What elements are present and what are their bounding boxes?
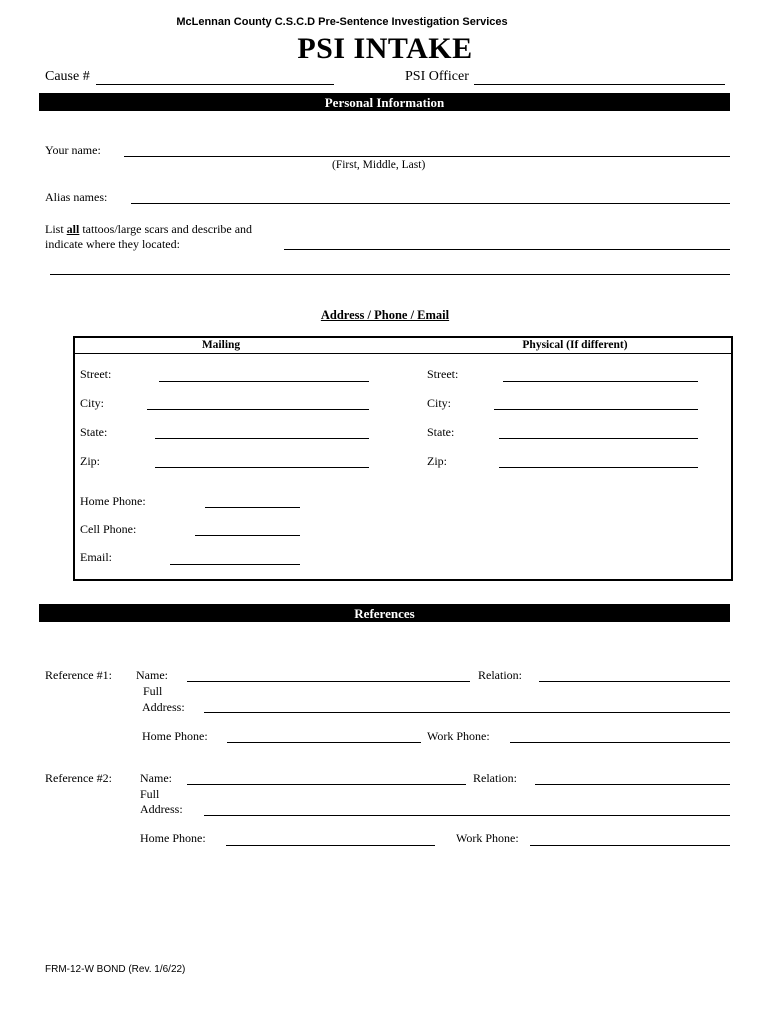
- reference-1-label: Reference #1:: [45, 668, 112, 682]
- physical-city-field[interactable]: [494, 409, 698, 410]
- mailing-street-label: Street:: [80, 367, 112, 381]
- psi-officer-label: PSI Officer: [405, 69, 469, 84]
- alias-names-field[interactable]: [131, 203, 730, 204]
- reference-1-home-phone-field[interactable]: [227, 742, 421, 743]
- reference-1-name-label: Name:: [136, 668, 168, 682]
- tattoo-label-rest: tattoos/large scars and describe and: [79, 222, 253, 236]
- cause-label: Cause #: [45, 69, 90, 84]
- physical-state-field[interactable]: [499, 438, 698, 439]
- reference-1-home-phone-label: Home Phone:: [142, 729, 208, 743]
- reference-2-label: Reference #2:: [45, 771, 112, 785]
- reference-1-relation-field[interactable]: [539, 681, 730, 682]
- mailing-header: Mailing: [201, 339, 241, 351]
- reference-2-address-field[interactable]: [204, 815, 730, 816]
- reference-2-work-phone-field[interactable]: [530, 845, 730, 846]
- reference-2-home-phone-field[interactable]: [226, 845, 435, 846]
- physical-city-label: City:: [427, 396, 452, 410]
- mailing-zip-field[interactable]: [155, 467, 369, 468]
- reference-1-name-field[interactable]: [187, 681, 470, 682]
- alias-names-label: Alias names:: [45, 190, 108, 204]
- email-label: Email:: [80, 550, 112, 564]
- reference-2-relation-field[interactable]: [535, 784, 730, 785]
- physical-header: Physical (If different): [522, 339, 628, 351]
- reference-2-name-label: Name:: [140, 771, 172, 785]
- reference-2-work-phone-label: Work Phone:: [456, 831, 519, 845]
- reference-1-work-phone-field[interactable]: [510, 742, 730, 743]
- name-hint: (First, Middle, Last): [332, 159, 426, 171]
- references-title: References: [354, 606, 415, 621]
- reference-2-home-phone-label: Home Phone:: [140, 831, 206, 845]
- your-name-field[interactable]: [124, 156, 730, 157]
- psi-officer-field[interactable]: [474, 84, 725, 85]
- address-box: [73, 336, 733, 581]
- reference-2-full-label: Full: [140, 787, 160, 801]
- physical-street-label: Street:: [427, 367, 459, 381]
- reference-1-relation-label: Relation:: [478, 668, 522, 682]
- physical-street-field[interactable]: [503, 381, 698, 382]
- page-title: PSI INTAKE: [297, 32, 473, 65]
- tattoo-field-2[interactable]: [50, 274, 730, 275]
- mailing-state-field[interactable]: [155, 438, 369, 439]
- cell-phone-field[interactable]: [195, 535, 300, 536]
- mailing-city-field[interactable]: [147, 409, 369, 410]
- reference-1-address-field[interactable]: [204, 712, 730, 713]
- references-bar: [39, 604, 730, 622]
- tattoo-label-prefix: List: [45, 222, 67, 236]
- tattoo-field-1[interactable]: [284, 249, 730, 250]
- reference-1-full-label: Full: [143, 684, 163, 698]
- mailing-street-field[interactable]: [159, 381, 369, 382]
- mailing-state-label: State:: [80, 425, 108, 439]
- mailing-city-label: City:: [80, 396, 105, 410]
- reference-1-address-label: Address:: [142, 700, 185, 714]
- mailing-zip-label: Zip:: [80, 454, 100, 468]
- form-id: FRM-12-W BOND (Rev. 1/6/22): [45, 964, 186, 975]
- reference-2-relation-label: Relation:: [473, 771, 517, 785]
- tattoo-label-emphasis: all: [66, 222, 80, 236]
- physical-zip-field[interactable]: [499, 467, 698, 468]
- reference-2-name-field[interactable]: [187, 784, 466, 785]
- org-name: McLennan County C.S.C.D Pre-Sentence Investigation Services: [176, 16, 508, 28]
- tattoo-label-line2: indicate where they located:: [45, 237, 180, 251]
- email-field[interactable]: [170, 564, 300, 565]
- home-phone-field[interactable]: [205, 507, 300, 508]
- your-name-label: Your name:: [45, 143, 101, 157]
- address-section-title: Address / Phone / Email: [320, 308, 450, 322]
- physical-zip-label: Zip:: [427, 454, 447, 468]
- personal-information-bar: [39, 93, 730, 111]
- reference-1-work-phone-label: Work Phone:: [427, 729, 490, 743]
- reference-2-address-label: Address:: [140, 802, 183, 816]
- cause-field[interactable]: [96, 84, 334, 85]
- home-phone-label: Home Phone:: [80, 494, 146, 508]
- tattoo-label: [45, 222, 252, 237]
- address-box-header-rule: [73, 353, 733, 354]
- physical-state-label: State:: [427, 425, 455, 439]
- cell-phone-label: Cell Phone:: [80, 522, 137, 536]
- personal-information-title: Personal Information: [324, 95, 445, 110]
